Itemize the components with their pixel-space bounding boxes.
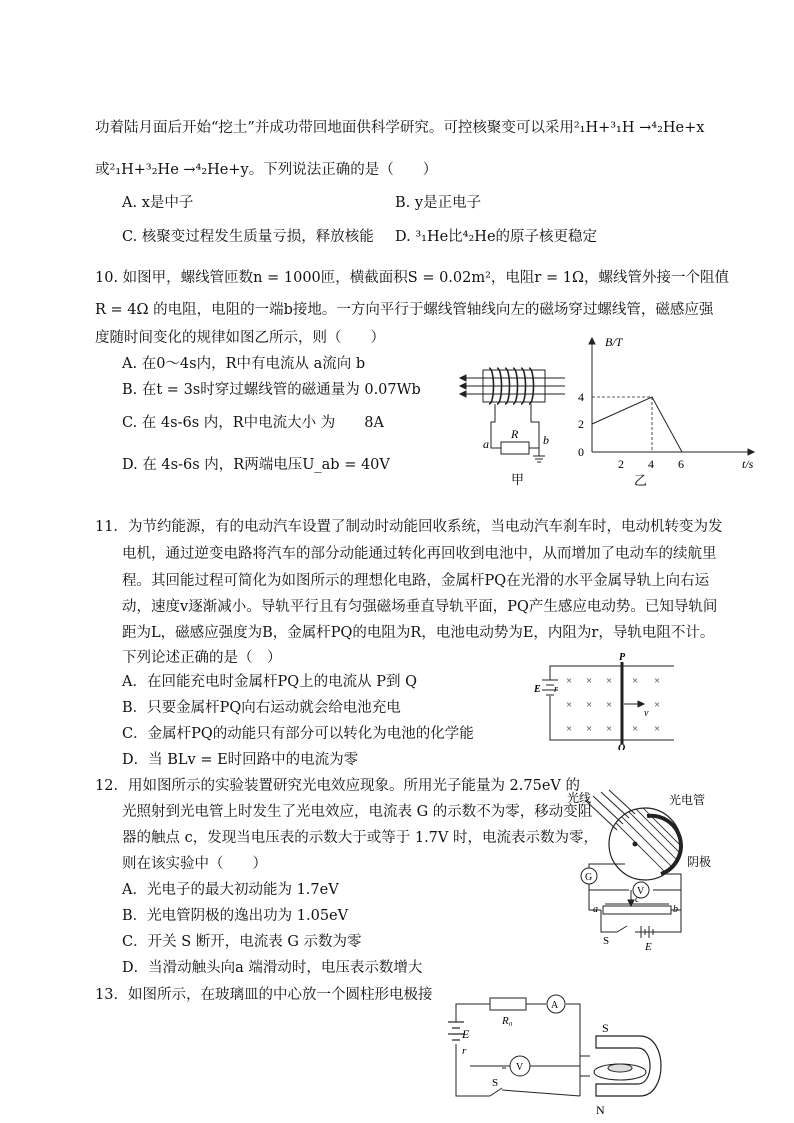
q11-option-d: D．当 BLv = E时回路中的电流为零	[122, 752, 359, 768]
svg-text:×: ×	[566, 699, 573, 711]
q12-label-b: b	[673, 904, 678, 915]
q10-option-c: C. 在 4s-6s 内，R中电流大小 为 8A	[122, 415, 384, 431]
q11-option-b: B．只要金属杆PQ向右运动就会给电池充电	[122, 700, 401, 716]
q9-option-a: A. x是中子	[122, 195, 194, 211]
q12-label-g: G	[585, 872, 593, 883]
yi-xtick-2: 2	[618, 457, 624, 471]
yi-ytick-2: 2	[578, 417, 584, 431]
q10-figure-yi	[572, 330, 762, 490]
q12-line3: 器的触点 c，发现当电压表的示数大于或等于 1.7V 时，电流表示数为零，	[122, 830, 598, 846]
q12-label-e: E	[645, 941, 652, 953]
svg-text:×: ×	[566, 675, 573, 687]
svg-text:×: ×	[632, 675, 639, 687]
svg-text:×: ×	[586, 675, 593, 687]
q11-label-r: r	[554, 684, 558, 695]
q11-line4: 动，速度v逐渐减小。导轨平行且有匀强磁场垂直导轨平面，PQ产生感应电动势。已知导轨间	[122, 599, 718, 615]
q12-label-light: 光线	[567, 791, 592, 805]
q12-option-c: C．开关 S 断开，电流表 G 示数为零	[122, 934, 362, 950]
yi-ylabel: B/T	[605, 335, 623, 349]
svg-text:×: ×	[586, 699, 593, 711]
q11-label-q: Q	[618, 743, 626, 750]
q11-line6: 下列论述正确的是（ ）	[122, 650, 282, 666]
svg-text:×: ×	[654, 699, 661, 711]
yi-caption: 乙	[634, 473, 648, 488]
q9-line1: 功着陆月面后开始“挖土”并成功带回地面供科学研究。可控核聚变可以采用²₁H+³₁H →⁴₂He+x	[95, 120, 705, 136]
q9-line2: 或²₁H+³₂He →⁴₂He+y。下列说法正确的是（ ）	[95, 162, 438, 178]
jia-caption: 甲	[511, 472, 525, 487]
q12-label-s: S	[603, 935, 610, 947]
q12-figure	[565, 782, 725, 957]
q13-label-s-pole: S	[602, 1021, 609, 1035]
yi-xlabel: t/s	[742, 457, 754, 471]
q10-option-b: B. 在t = 3s时穿过螺线管的磁通量为 0.07Wb	[122, 382, 421, 398]
q12-label-v: V	[637, 886, 645, 897]
svg-text:×: ×	[654, 723, 661, 735]
q11-figure	[532, 650, 682, 750]
yi-ytick-0: 0	[578, 445, 584, 459]
jia-label-r: R	[511, 427, 519, 441]
svg-text:×: ×	[606, 675, 613, 687]
q12-option-d: D．当滑动触头向a 端滑动时，电压表示数增大	[122, 960, 423, 976]
q11-label-p: P	[619, 652, 626, 663]
q13-label-v: V	[516, 1062, 524, 1073]
q13-label-e: E	[462, 1027, 470, 1041]
svg-text:×: ×	[606, 723, 613, 735]
q13-line1: 13．如图所示，在玻璃皿的中心放一个圆柱形电极接	[95, 987, 433, 1003]
q13-label-n-pole: N	[596, 1103, 605, 1117]
q11-line3: 程。其回能过程可简化为如图所示的理想化电路，金属杆PQ在光滑的水平金属导轨上向右运	[122, 573, 710, 589]
q10-line1: 10. 如图甲，螺线管匝数n = 1000匝，横截面积S = 0.02m²，电阻r = 1Ω，螺线管外接一个阻值	[95, 270, 729, 286]
q11-label-v: v	[644, 708, 649, 719]
q12-label-tube: 光电管	[669, 793, 706, 807]
q12-option-b: B．光电管阴极的逸出功为 1.05eV	[122, 908, 349, 924]
q12-line1: 12．用如图所示的实验装置研究光电效应现象。所用光子能量为 2.75eV 的	[95, 778, 581, 794]
jia-label-b: b	[543, 433, 549, 447]
q10-line2: R = 4Ω 的电阻，电阻的一端b接地。一方向平行于螺线管轴线向左的磁场穿过螺线管，磁感应强	[95, 302, 714, 318]
q12-label-a: a	[593, 904, 598, 915]
q12-line4: 则在该实验中（ ）	[122, 856, 267, 872]
q13-figure	[440, 992, 670, 1118]
q11-line2: 电机，通过逆变电路将汽车的部分动能通过转化再回收到电池中，从而增加了电动车的续航里	[122, 546, 717, 562]
svg-text:×: ×	[632, 723, 639, 735]
q12-label-cathode: 阴极	[687, 855, 712, 869]
q13-label-a: A	[551, 1000, 559, 1011]
q10-option-d: D. 在 4s-6s 内，R两端电压U_ab = 40V	[122, 457, 390, 473]
q12-option-a: A．光电子的最大初动能为 1.7eV	[122, 882, 339, 898]
q11-option-c: C．金属杆PQ的动能只有部分可以转化为电池的化学能	[122, 726, 474, 742]
q13-label-r0: R₀	[502, 1015, 513, 1027]
jia-label-a: a	[483, 437, 489, 451]
q11-line5: 距为L，磁感应强度为B，金属杆PQ的电阻为R，电池电动势为E，内阻为r，导轨电阻不计。	[122, 625, 715, 641]
q10-figure-jia	[455, 360, 575, 490]
q10-option-a: A. 在0～4s内，R中有电流从 a流向 b	[122, 356, 366, 372]
yi-xtick-4: 4	[648, 457, 654, 471]
yi-xtick-6: 6	[678, 457, 684, 471]
q9-option-b: B. y是正电子	[395, 195, 482, 211]
q9-option-d: D. ³₁He比⁴₂He的原子核更稳定	[395, 229, 598, 245]
q11-line1: 11．为节约能源，有的电动汽车设置了制动时动能回收系统，当电动汽车刹车时，电动机转变为发	[95, 519, 723, 535]
q10-line3: 度随时间变化的规律如图乙所示，则（ ）	[95, 330, 385, 346]
q13-label-r: r	[462, 1045, 467, 1057]
svg-text:×: ×	[586, 723, 593, 735]
svg-text:×: ×	[566, 723, 573, 735]
q12-line2: 光照射到光电管上时发生了光电效应，电流表 G 的示数不为零，移动变阻	[122, 804, 593, 820]
svg-text:×: ×	[654, 675, 661, 687]
q12-label-c: c	[635, 894, 640, 905]
yi-ytick-4: 4	[578, 390, 584, 404]
q9-option-c: C. 核聚变过程发生质量亏损，释放核能	[122, 229, 374, 245]
q11-label-e: E	[534, 684, 541, 695]
q11-option-a: A．在回能充电时金属杆PQ上的电流从 P到 Q	[122, 674, 417, 690]
svg-text:×: ×	[606, 699, 613, 711]
q13-label-s: S	[492, 1077, 499, 1089]
